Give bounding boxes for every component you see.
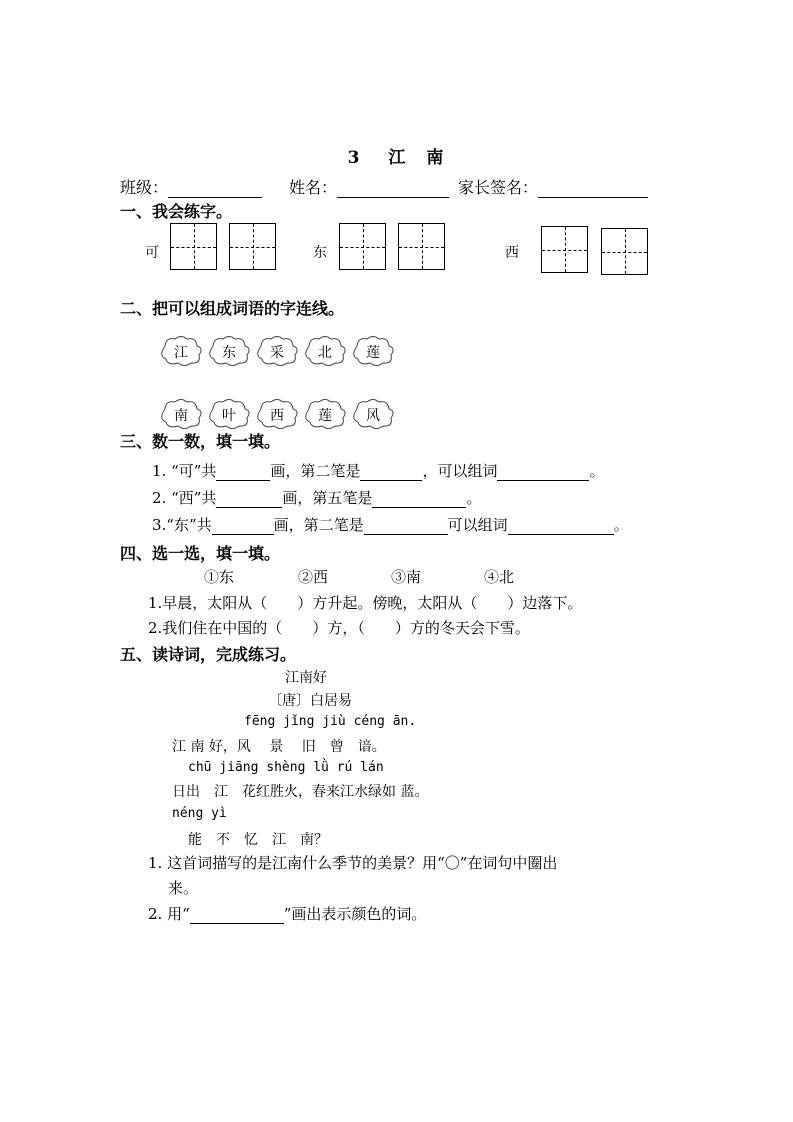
poem-author: 〔唐〕白居易 bbox=[268, 693, 352, 709]
writing-grid[interactable] bbox=[339, 223, 386, 270]
answer-blank[interactable] bbox=[212, 516, 274, 535]
char-cloud[interactable] bbox=[205, 397, 253, 431]
question-4-1: 1.早晨，太阳从（ ）方升起。傍晚，太阳从（ ）边落下。 bbox=[148, 594, 583, 612]
writing-grid[interactable] bbox=[398, 223, 445, 270]
practice-char: 东 bbox=[313, 245, 327, 261]
char-cloud[interactable] bbox=[253, 334, 301, 368]
parent-label: 家长签名： bbox=[458, 178, 539, 197]
char-cloud[interactable] bbox=[157, 334, 205, 368]
char-cloud[interactable] bbox=[349, 334, 397, 368]
parent-blank[interactable] bbox=[538, 181, 648, 198]
answer-blank[interactable] bbox=[360, 462, 422, 481]
section3-heading: 三、数一数，填一填。 bbox=[120, 432, 281, 451]
answer-blank[interactable] bbox=[364, 516, 448, 535]
char-cloud[interactable] bbox=[301, 334, 349, 368]
answer-blank[interactable] bbox=[190, 905, 284, 924]
practice-char: 可 bbox=[145, 245, 159, 261]
char-cloud-label: 北 bbox=[318, 345, 332, 361]
option-3: ③南 bbox=[391, 568, 422, 586]
class-field bbox=[120, 175, 262, 198]
class-label: 班级： bbox=[120, 178, 169, 197]
char-cloud[interactable] bbox=[157, 397, 205, 431]
class-blank[interactable] bbox=[168, 181, 262, 198]
answer-blank[interactable] bbox=[508, 516, 614, 535]
char-cloud[interactable] bbox=[349, 397, 397, 431]
question-3-2: 2. “西”共 画，第五笔是 。 bbox=[152, 489, 482, 507]
answer-blank[interactable] bbox=[216, 462, 270, 481]
poem-line: 能 不 忆 江 南？ bbox=[188, 832, 328, 848]
poem-pinyin: fēng jǐng jiù céng ān. bbox=[244, 714, 417, 729]
question-5-1: 1. 这首词描写的是江南什么季节的美景？用“〇”在词句中圈出 bbox=[148, 854, 558, 872]
char-cloud[interactable] bbox=[205, 334, 253, 368]
poem-pinyin: chū jiāng shèng lǜ rú lán bbox=[188, 760, 384, 775]
poem-line: 日出 江 花红胜火，春来江水绿如 蓝。 bbox=[172, 784, 429, 800]
writing-grid[interactable] bbox=[601, 228, 648, 275]
page-title: 3 江 南 bbox=[347, 148, 446, 168]
question-3-1: 1. “可”共 画，第二笔是 ，可以组词 。 bbox=[152, 462, 605, 480]
answer-blank[interactable] bbox=[216, 489, 282, 508]
char-cloud-label: 采 bbox=[270, 345, 284, 361]
parent-field bbox=[458, 175, 648, 198]
question-5-1-cont: 来。 bbox=[168, 879, 199, 897]
poem-pinyin: néng yì bbox=[172, 806, 227, 821]
char-cloud-label: 江 bbox=[174, 345, 188, 361]
char-cloud-label: 南 bbox=[174, 408, 188, 424]
writing-grid[interactable] bbox=[170, 223, 217, 270]
name-blank[interactable] bbox=[337, 181, 449, 198]
char-cloud-label: 西 bbox=[270, 408, 284, 424]
answer-blank[interactable] bbox=[497, 462, 589, 481]
question-5-2: 2. 用“ ”画出表示颜色的词。 bbox=[148, 905, 427, 923]
char-cloud[interactable] bbox=[253, 397, 301, 431]
name-label: 姓名： bbox=[289, 178, 338, 197]
option-1: ①东 bbox=[204, 568, 235, 586]
practice-char: 西 bbox=[505, 245, 519, 261]
char-cloud-label: 莲 bbox=[318, 408, 332, 424]
section5-heading: 五、读诗词，完成练习。 bbox=[120, 645, 297, 664]
poem-title: 江南好 bbox=[285, 670, 327, 686]
poem-line: 江 南 好，风 景 旧 曾 谙。 bbox=[172, 739, 386, 755]
section1-heading: 一、我会练字。 bbox=[120, 202, 233, 221]
writing-grid[interactable] bbox=[541, 226, 588, 273]
writing-grid[interactable] bbox=[229, 223, 276, 270]
answer-blank[interactable] bbox=[372, 489, 466, 508]
question-3-3: 3.“东”共 画，第二笔是 可以组词 。 bbox=[152, 516, 629, 534]
option-2: ②西 bbox=[298, 568, 329, 586]
section2-heading: 二、把可以组成词语的字连线。 bbox=[120, 299, 345, 318]
option-4: ④北 bbox=[484, 568, 515, 586]
char-cloud-label: 莲 bbox=[366, 345, 380, 361]
char-cloud-label: 叶 bbox=[222, 408, 236, 424]
char-cloud[interactable] bbox=[301, 397, 349, 431]
question-4-2: 2.我们住在中国的（ ）方，（ ）方的冬天会下雪。 bbox=[148, 619, 530, 637]
char-cloud-label: 东 bbox=[222, 345, 236, 361]
name-field bbox=[289, 175, 449, 198]
section4-heading: 四、选一选，填一填。 bbox=[120, 544, 281, 563]
char-cloud-label: 风 bbox=[366, 408, 380, 424]
